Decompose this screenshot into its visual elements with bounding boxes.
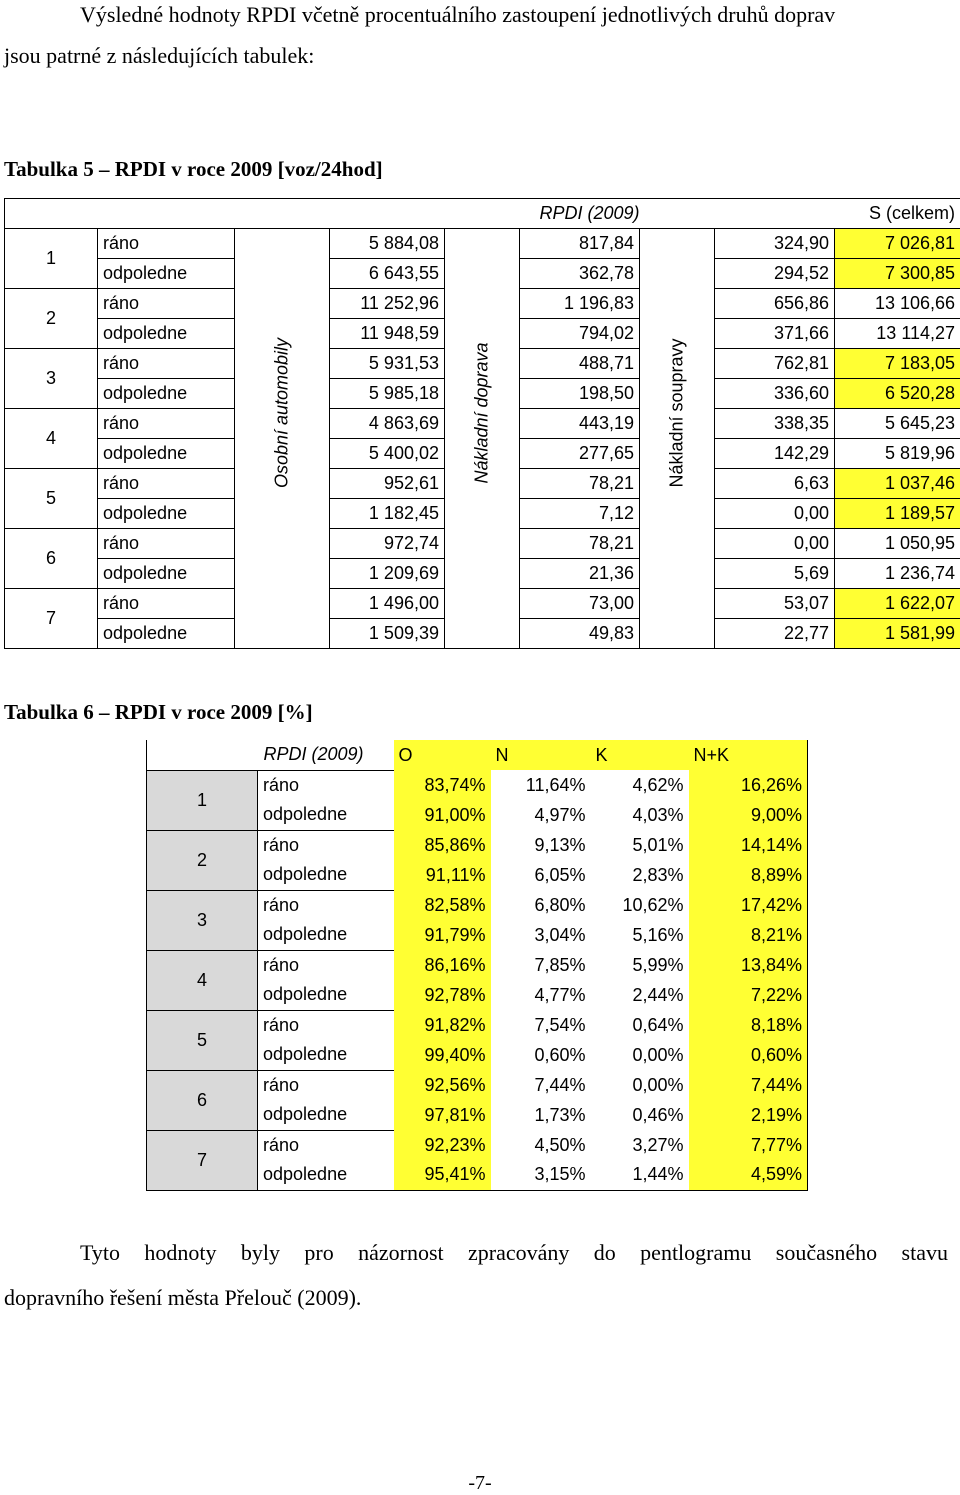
period-label: odpoledne: [98, 619, 235, 649]
row-number: 3: [147, 890, 258, 950]
value-total: 1 236,74: [835, 559, 960, 589]
value-nk: 8,18%: [689, 1010, 808, 1040]
period-label: ráno: [258, 1010, 394, 1040]
value-o: 92,78%: [394, 980, 491, 1010]
row-number: 7: [5, 589, 98, 649]
table6-header: RPDI (2009): [263, 744, 364, 765]
value-osobni: 5 400,02: [330, 439, 445, 469]
value-nakladni: 7,12: [520, 499, 640, 529]
value-k: 4,62%: [632, 774, 684, 795]
value-nk: 13,84%: [689, 950, 808, 980]
value-total: 7 183,05: [835, 349, 960, 379]
value-soupravy: 324,90: [715, 229, 835, 259]
period-label: ráno: [258, 950, 394, 980]
table-row: [147, 1070, 808, 1100]
value-o: 86,16%: [394, 950, 491, 980]
value-o: 92,23%: [394, 1130, 491, 1160]
col-label-soupravy: [640, 229, 715, 649]
value-soupravy: 762,81: [715, 349, 835, 379]
value-o: 82,58%: [394, 890, 491, 920]
value-k: 0,00%: [632, 1044, 684, 1065]
row-number: 1: [147, 770, 258, 830]
value-total: 1 581,99: [835, 619, 960, 649]
value-k: 5,99%: [632, 954, 684, 975]
row-number: 7: [147, 1130, 258, 1190]
value-nk: 9,00%: [689, 800, 808, 830]
col-header: K: [591, 740, 689, 770]
period-label: odpoledne: [98, 379, 235, 409]
value-soupravy: 336,60: [715, 379, 835, 409]
period-label: ráno: [258, 830, 394, 860]
value-k: 2,44%: [632, 984, 684, 1005]
value-total: 6 520,28: [835, 379, 960, 409]
value-soupravy: 142,29: [715, 439, 835, 469]
value-soupravy: 22,77: [715, 619, 835, 649]
value-soupravy: 371,66: [715, 319, 835, 349]
value-k: 0,46%: [632, 1104, 684, 1125]
table-row: [147, 1010, 808, 1040]
period-label: odpoledne: [98, 259, 235, 289]
period-label: ráno: [98, 229, 235, 259]
value-nakladni: 1 196,83: [520, 289, 640, 319]
outro-line-1: Tyto hodnoty byly pro názornost zpracovány do pentlogramu současného stavu: [80, 1240, 948, 1265]
value-soupravy: 53,07: [715, 589, 835, 619]
row-number: 5: [5, 469, 98, 529]
period-label: odpoledne: [258, 1160, 394, 1190]
col-header: N: [491, 740, 591, 770]
row-number: 4: [5, 409, 98, 469]
col-label-nakladni-doprava-text: Nákladní doprava: [471, 342, 492, 484]
value-n: 7,85%: [534, 954, 586, 975]
value-o: 85,86%: [394, 830, 491, 860]
value-nk: 7,77%: [689, 1130, 808, 1160]
col-header: O: [394, 740, 491, 770]
row-number: 2: [5, 289, 98, 349]
value-k: 3,27%: [632, 1134, 684, 1155]
value-osobni: 6 643,55: [330, 259, 445, 289]
period-label: odpoledne: [98, 559, 235, 589]
col-label-soupravy-text: Nákladní soupravy: [666, 338, 687, 488]
value-n: 3,04%: [534, 924, 586, 945]
value-o: 91,79%: [394, 920, 491, 950]
value-n: 7,44%: [534, 1074, 586, 1095]
value-nakladni: 78,21: [520, 469, 640, 499]
value-k: 1,44%: [632, 1164, 684, 1185]
value-o: 91,11%: [394, 860, 491, 890]
value-total: 7 026,81: [835, 229, 960, 259]
value-total: 5 819,96: [835, 439, 960, 469]
value-soupravy: 5,69: [715, 559, 835, 589]
table-row: [5, 229, 960, 259]
value-nk: 16,26%: [689, 770, 808, 800]
col-header: N+K: [689, 740, 808, 770]
value-o: 83,74%: [394, 770, 491, 800]
period-label: ráno: [98, 529, 235, 559]
value-o: 92,56%: [394, 1070, 491, 1100]
value-total: 13 106,66: [835, 289, 960, 319]
value-n: 11,64%: [525, 774, 586, 795]
value-n: 1,73%: [534, 1104, 586, 1125]
col-label-osobni-text: Osobní automobily: [271, 338, 292, 489]
table6: [146, 740, 808, 1191]
value-k: 10,62%: [622, 894, 684, 915]
row-number: 2: [147, 830, 258, 890]
period-label: ráno: [258, 1130, 394, 1160]
value-soupravy: 294,52: [715, 259, 835, 289]
value-nakladni: 78,21: [520, 529, 640, 559]
value-k: 5,01%: [632, 834, 684, 855]
period-label: ráno: [98, 349, 235, 379]
value-soupravy: 0,00: [715, 529, 835, 559]
period-label: ráno: [98, 289, 235, 319]
value-k: 4,03%: [632, 804, 684, 825]
value-osobni: 4 863,69: [330, 409, 445, 439]
period-label: ráno: [98, 589, 235, 619]
table-row: [147, 770, 808, 800]
value-osobni: 1 209,69: [330, 559, 445, 589]
period-label: odpoledne: [98, 439, 235, 469]
table5-header: RPDI (2009): [539, 203, 640, 223]
value-k: 2,83%: [632, 864, 684, 885]
period-label: ráno: [258, 890, 394, 920]
value-nakladni: 488,71: [520, 349, 640, 379]
row-number: 6: [147, 1070, 258, 1130]
value-n: 4,50%: [534, 1134, 586, 1155]
value-osobni: 1 182,45: [330, 499, 445, 529]
intro-line-1: Výsledné hodnoty RPDI včetně procentuálního zastoupení jednotlivých druhů doprav: [80, 2, 836, 27]
intro-line-2: jsou patrné z následujících tabulek:: [4, 43, 315, 68]
value-nakladni: 794,02: [520, 319, 640, 349]
value-o: 95,41%: [394, 1160, 491, 1190]
period-label: odpoledne: [98, 319, 235, 349]
value-n: 6,80%: [534, 894, 586, 915]
value-nakladni: 49,83: [520, 619, 640, 649]
value-o: 91,82%: [394, 1010, 491, 1040]
value-soupravy: 0,00: [715, 499, 835, 529]
value-nakladni: 443,19: [520, 409, 640, 439]
table-row: [147, 1130, 808, 1160]
table6-header-row: [147, 740, 808, 770]
value-total: 1 622,07: [835, 589, 960, 619]
period-label: ráno: [258, 770, 394, 800]
period-label: odpoledne: [258, 920, 394, 950]
period-label: odpoledne: [258, 800, 394, 830]
period-label: odpoledne: [258, 860, 394, 890]
col-label-nakladni-doprava: [445, 229, 520, 649]
value-soupravy: 6,63: [715, 469, 835, 499]
table5-header-row: [5, 199, 960, 229]
value-nk: 8,21%: [689, 920, 808, 950]
value-osobni: 5 884,08: [330, 229, 445, 259]
value-total: 1 050,95: [835, 529, 960, 559]
header-blank: [5, 199, 235, 229]
value-nk: 0,60%: [689, 1040, 808, 1070]
value-nakladni: 817,84: [520, 229, 640, 259]
value-osobni: 5 931,53: [330, 349, 445, 379]
value-osobni: 952,61: [330, 469, 445, 499]
value-soupravy: 338,35: [715, 409, 835, 439]
row-number: 4: [147, 950, 258, 1010]
value-n: 9,13%: [534, 834, 586, 855]
period-label: ráno: [98, 409, 235, 439]
value-nakladni: 362,78: [520, 259, 640, 289]
value-osobni: 11 948,59: [330, 319, 445, 349]
value-nakladni: 21,36: [520, 559, 640, 589]
period-label: odpoledne: [258, 1100, 394, 1130]
value-nk: 7,44%: [689, 1070, 808, 1100]
header-blank: [640, 199, 835, 229]
table-row: [147, 890, 808, 920]
col-label-osobni: [235, 229, 330, 649]
value-total: 13 114,27: [835, 319, 960, 349]
value-n: 3,15%: [534, 1164, 586, 1185]
row-number: 6: [5, 529, 98, 589]
outro-line-2: dopravního řešení města Přelouč (2009).: [4, 1285, 362, 1310]
period-label: ráno: [98, 469, 235, 499]
value-k: 5,16%: [632, 924, 684, 945]
value-nk: 2,19%: [689, 1100, 808, 1130]
value-k: 0,00%: [632, 1074, 684, 1095]
period-label: odpoledne: [98, 499, 235, 529]
value-nk: 17,42%: [689, 890, 808, 920]
value-nk: 7,22%: [689, 980, 808, 1010]
page-number: -7-: [468, 1472, 492, 1494]
value-osobni: 972,74: [330, 529, 445, 559]
row-number: 1: [5, 229, 98, 289]
value-total: 7 300,85: [835, 259, 960, 289]
value-n: 7,54%: [534, 1014, 586, 1035]
value-o: 99,40%: [394, 1040, 491, 1070]
period-label: ráno: [258, 1070, 394, 1100]
value-osobni: 5 985,18: [330, 379, 445, 409]
value-osobni: 1 496,00: [330, 589, 445, 619]
value-n: 4,77%: [534, 984, 586, 1005]
table-row: [147, 950, 808, 980]
table5: [4, 198, 960, 649]
value-total: 1 037,46: [835, 469, 960, 499]
value-nk: 4,59%: [689, 1160, 808, 1190]
value-o: 91,00%: [394, 800, 491, 830]
table-row: [147, 830, 808, 860]
table6-caption: Tabulka 6 – RPDI v roce 2009 [%]: [4, 700, 313, 724]
value-nakladni: 198,50: [520, 379, 640, 409]
table5-total-header: S (celkem): [869, 203, 956, 223]
value-n: 0,60%: [534, 1044, 586, 1065]
row-number: 3: [5, 349, 98, 409]
value-total: 5 645,23: [835, 409, 960, 439]
table5-caption: Tabulka 5 – RPDI v roce 2009 [voz/24hod]: [4, 157, 383, 181]
value-soupravy: 656,86: [715, 289, 835, 319]
value-k: 0,64%: [632, 1014, 684, 1035]
row-number: 5: [147, 1010, 258, 1070]
value-o: 97,81%: [394, 1100, 491, 1130]
value-nakladni: 277,65: [520, 439, 640, 469]
value-total: 1 189,57: [835, 499, 960, 529]
period-label: odpoledne: [258, 980, 394, 1010]
value-nakladni: 73,00: [520, 589, 640, 619]
value-n: 4,97%: [534, 804, 586, 825]
value-nk: 8,89%: [689, 860, 808, 890]
value-osobni: 11 252,96: [330, 289, 445, 319]
value-n: 6,05%: [534, 864, 586, 885]
value-osobni: 1 509,39: [330, 619, 445, 649]
period-label: odpoledne: [258, 1040, 394, 1070]
value-nk: 14,14%: [689, 830, 808, 860]
